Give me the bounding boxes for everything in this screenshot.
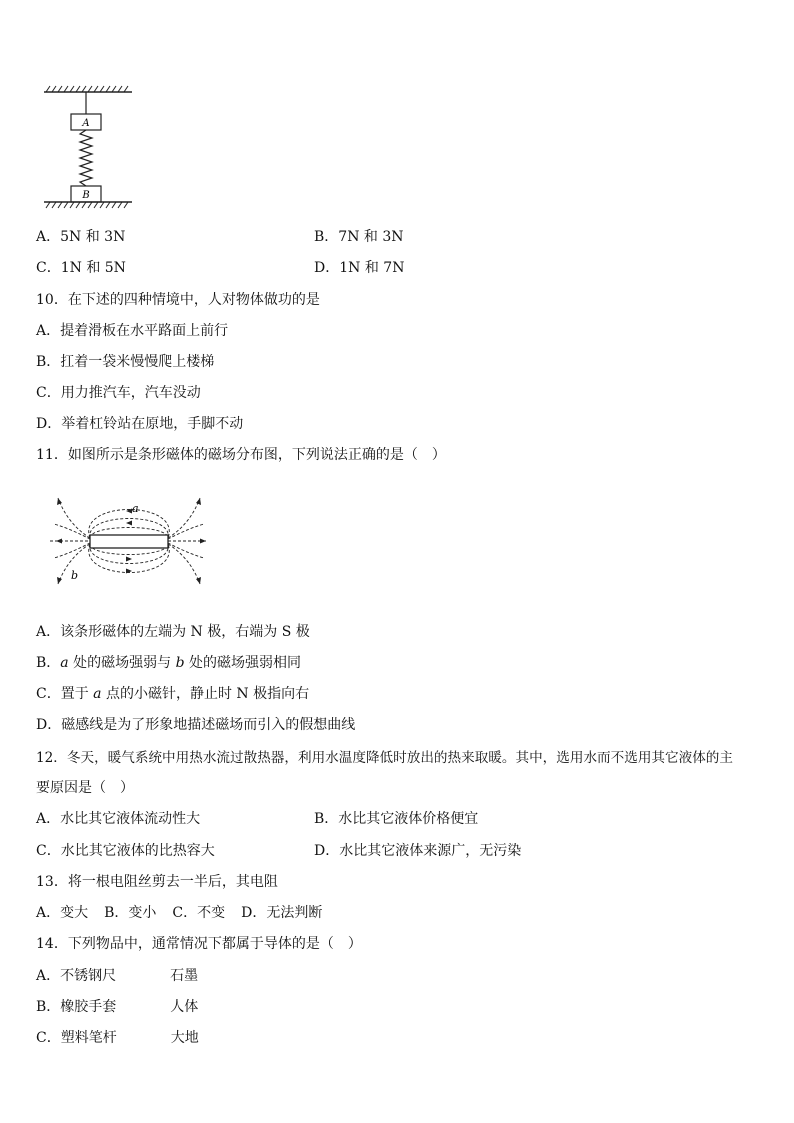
- q14-option-b-letter: B．: [36, 999, 61, 1015]
- q9-option-a: A．5N 和 3N: [36, 229, 126, 245]
- q14-option-a: [36, 966, 198, 986]
- q11-option-d: D．磁感线是为了形象地描述磁场而引入的假想曲线: [36, 717, 356, 733]
- q14-option-b-item2: 人体: [170, 999, 199, 1015]
- q11-option-b: [36, 653, 301, 673]
- spring-block-figure: [36, 84, 136, 214]
- q12-option-d: D．水比其它液体来源广，无污染: [314, 843, 522, 859]
- q9-option-c: C．1N 和 5N: [36, 260, 126, 276]
- q11-option-b-prefix: B．: [36, 655, 61, 671]
- q10-option-d: D．举着杠铃站在原地，手脚不动: [36, 416, 244, 432]
- q11-option-b-suffix: 处的磁场强弱相同: [184, 655, 301, 671]
- q14-option-c-item2: 大地: [170, 1030, 199, 1046]
- q10-option-c: C．用力推汽车，汽车没动: [36, 385, 201, 401]
- point-b-label: b: [71, 569, 79, 582]
- q11-option-b-mid: 处的磁场强弱与: [68, 655, 176, 671]
- q11-option-c-suffix: 点的小磁针，静止时 N 极指向右: [101, 686, 310, 702]
- q11-option-c: [36, 684, 309, 704]
- q14-option-b-item1: 橡胶手套: [60, 999, 117, 1015]
- q9-option-b: B．7N 和 3N: [314, 229, 404, 245]
- q11-stem: 11．如图所示是条形磁体的磁场分布图，下列说法正确的是（ ）: [36, 447, 446, 463]
- q13-options: [36, 903, 322, 923]
- q14-option-a-item1: 不锈钢尺: [60, 968, 117, 984]
- q14-option-a-item2: 石墨: [170, 968, 199, 984]
- block-b-label: B: [82, 190, 90, 201]
- q14-option-c-item1: 塑料笔杆: [60, 1030, 117, 1046]
- q10-option-a: A．提着滑板在水平路面上前行: [36, 323, 229, 339]
- q9-option-d: D．1N 和 7N: [314, 260, 405, 276]
- q11-option-b-var-b: b: [175, 655, 185, 671]
- q14-option-b: [36, 997, 198, 1017]
- q14-option-c-letter: C．: [36, 1030, 61, 1046]
- q13-option-c: C．不变: [172, 905, 226, 921]
- q12-option-b: B．水比其它液体价格便宜: [314, 811, 479, 827]
- q12-stem-line2: 要原因是（ ）: [36, 780, 134, 796]
- block-a-label: A: [82, 118, 90, 129]
- q13-option-b: B．变小: [104, 905, 157, 921]
- q14-option-a-letter: A．: [36, 968, 61, 984]
- q13-option-a: A．变大: [36, 905, 89, 921]
- q12-option-c: C．水比其它液体的比热容大: [36, 843, 215, 859]
- q11-option-a: A．该条形磁体的左端为 N 极，右端为 S 极: [36, 624, 310, 640]
- q14-option-c: [36, 1028, 199, 1048]
- q10-option-b: B．扛着一袋米慢慢爬上楼梯: [36, 354, 215, 370]
- q11-option-b-var-a: a: [60, 655, 69, 671]
- q11-option-c-prefix: C．置于: [36, 686, 94, 702]
- q13-stem: 13．将一根电阻丝剪去一半后，其电阻: [36, 874, 278, 890]
- q13-option-d: D．无法判断: [241, 905, 323, 921]
- q10-stem: 10．在下述的四种情境中，人对物体做功的是: [36, 292, 320, 308]
- q12-stem-line1: 12．冬天，暖气系统中用热水流过散热器，利用水温度降低时放出的热来取暖。其中，选用水而不选用其它液体的主: [36, 750, 733, 766]
- q12-option-a: A．水比其它液体流动性大: [36, 811, 201, 827]
- bar-magnet-field-figure: [46, 488, 214, 588]
- point-a-label: a: [132, 502, 139, 515]
- q14-stem: 14．下列物品中，通常情况下都属于导体的是（ ）: [36, 936, 362, 952]
- q11-option-c-var-a: a: [93, 686, 102, 702]
